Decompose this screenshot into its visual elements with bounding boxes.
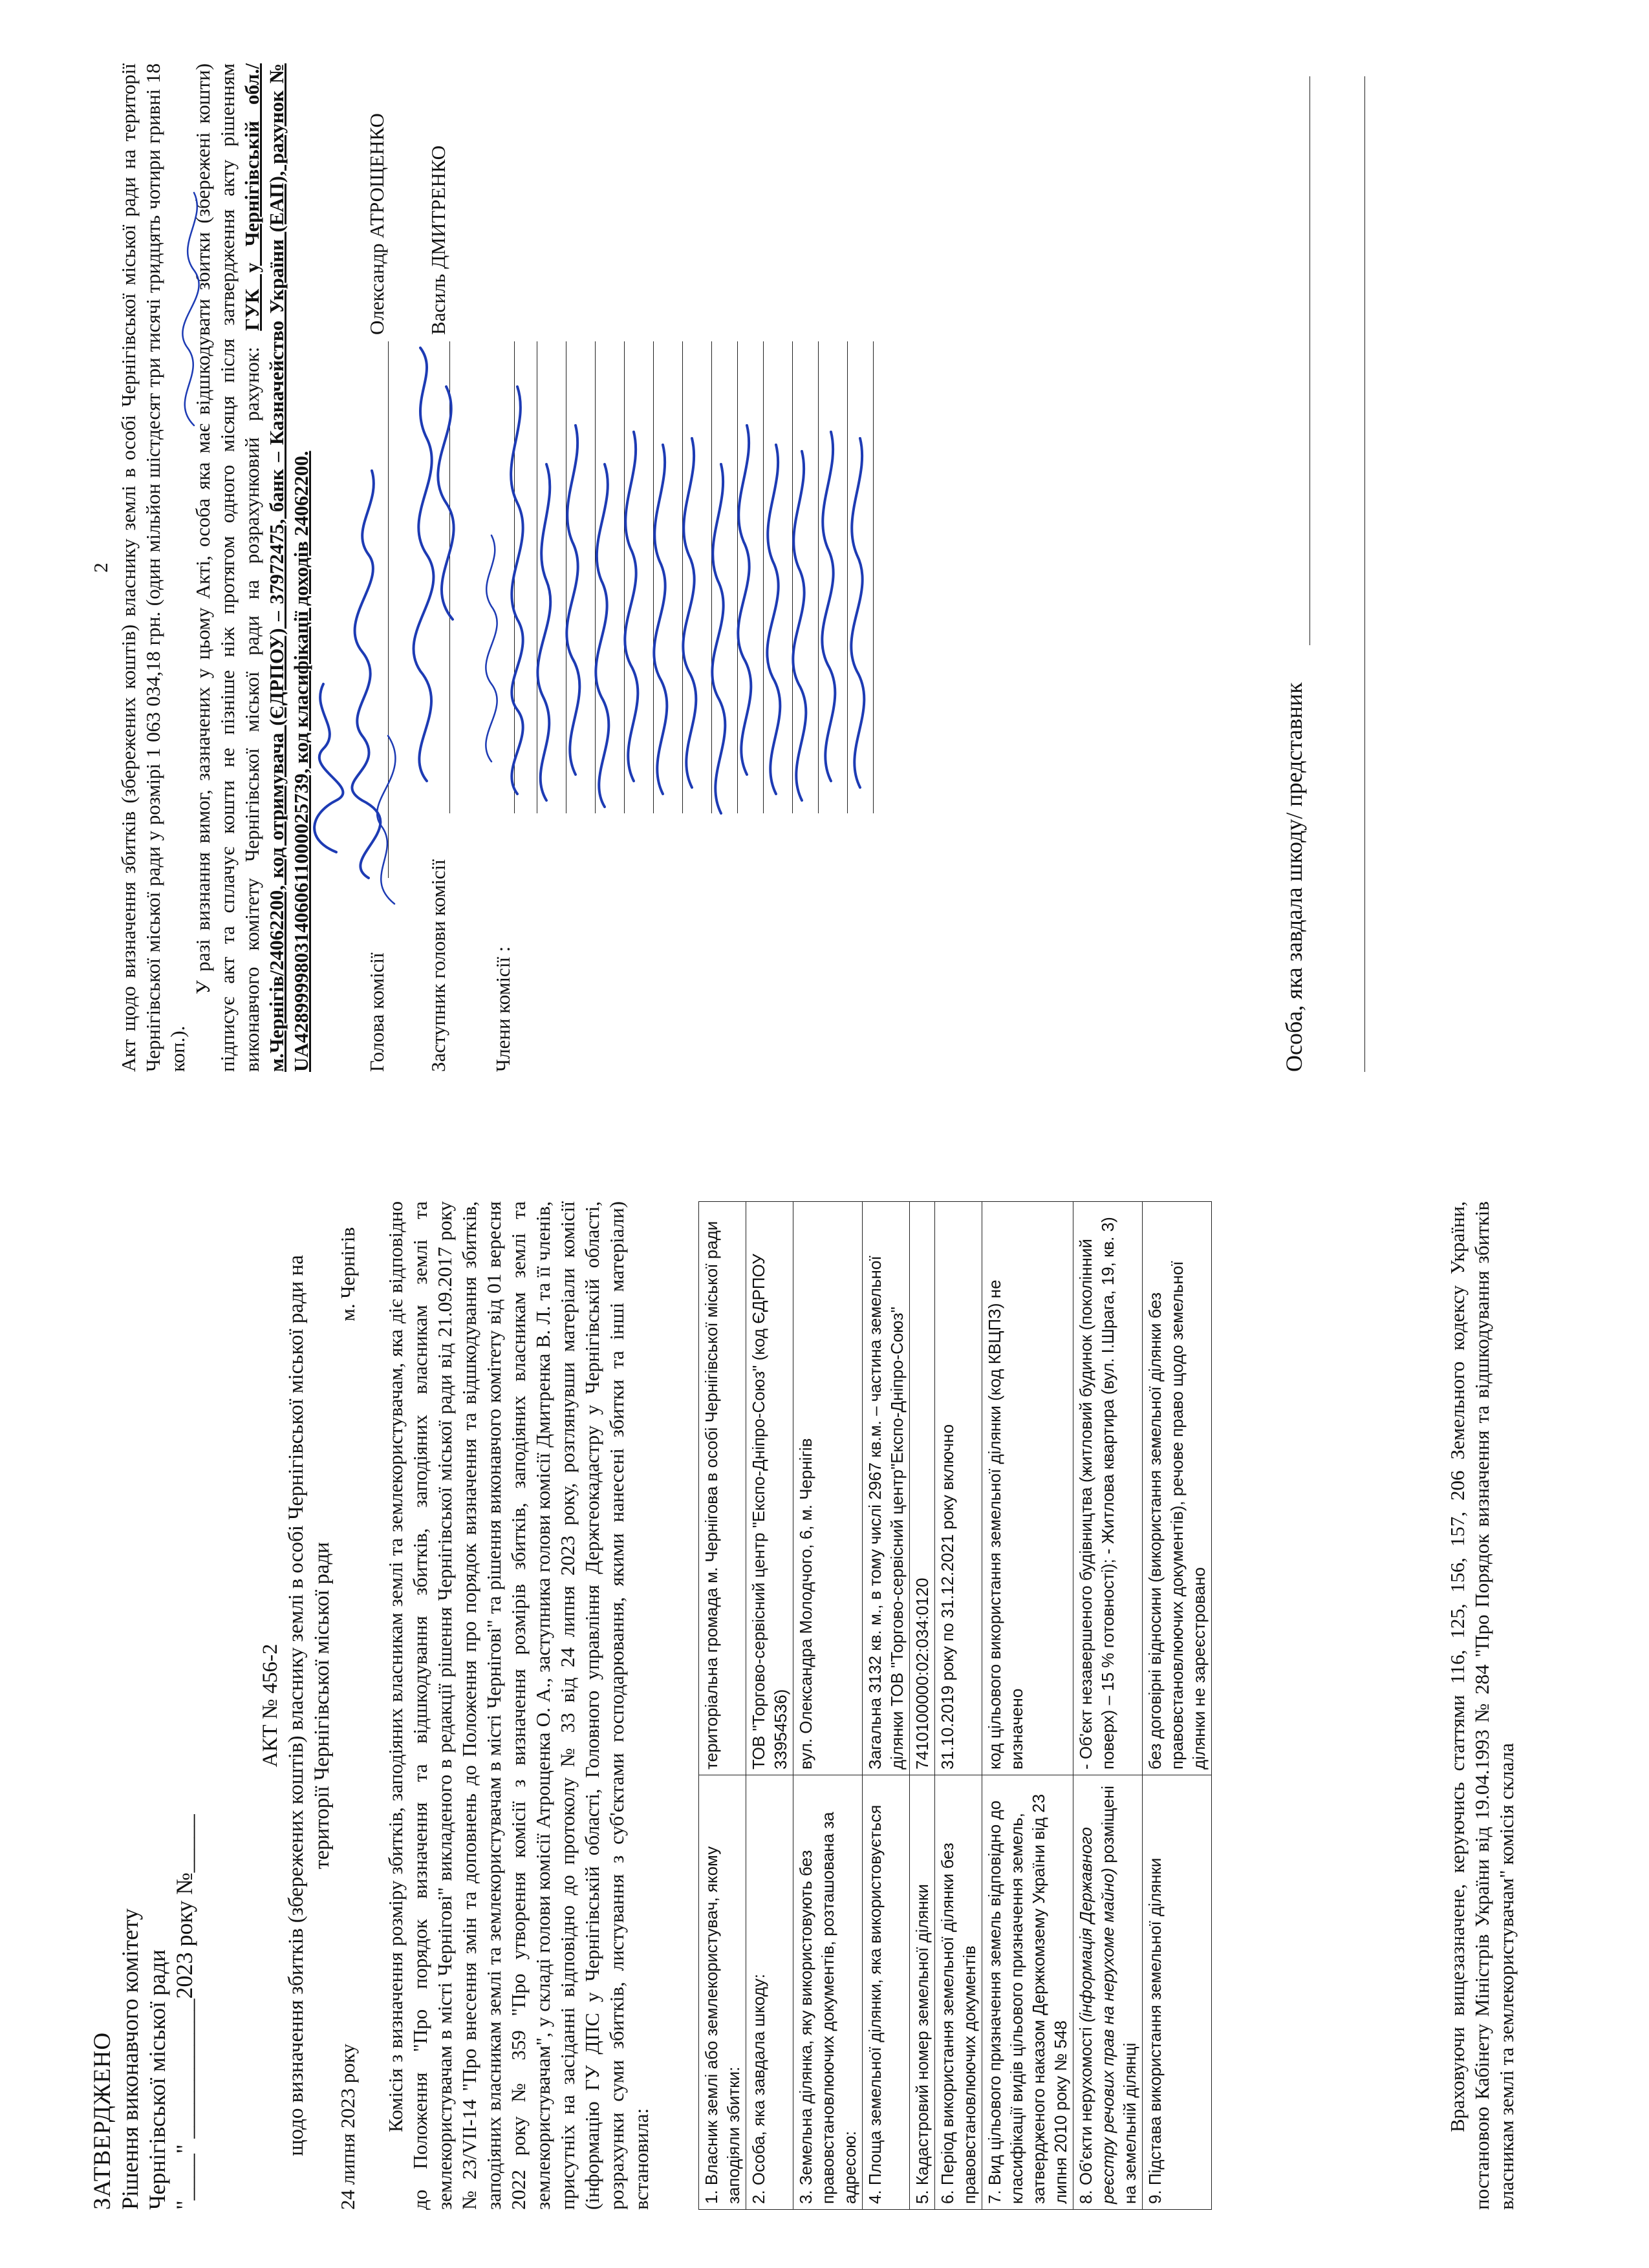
- details-table: [698, 1201, 1212, 2210]
- table-value: - Об'єкт незавершеного будівництва (житловий будинок (поколінний поверх) – 15 % готовності); - Житлова квартира (вул. І.Шрага, 19, кв. 3): [1073, 1202, 1143, 1775]
- table-row: [982, 1202, 1073, 2210]
- members-label: Члени комісії :: [491, 946, 514, 1072]
- deputy-name: Василь ДМИТРЕНКО: [427, 145, 449, 335]
- payment-text: У разі визнання вимог, зазначених у цьому Акті, особа яка має відшкодувати збитки (збережені кошти) підписує акт та сплачує кошти не пізніше ніж протягом одного місяця після затвердження акту рішенням виконавчого комітету Чернігівської міської ради на розрахунковий рахунок:: [191, 63, 263, 1072]
- table-key: 6. Період використання земельної ділянки без правовстановлюючих документів: [935, 1775, 982, 2210]
- table-key-part: 8. Об'єкти нерухомості: [1076, 2022, 1095, 2204]
- head-name: Олександр АТРОЩЕНКО: [365, 113, 388, 335]
- table-value: код цільового використання земельної ділянки (код КВЦПЗ) не визначено: [982, 1202, 1073, 1775]
- table-key: 4. Площа земельної ділянки, яка використовується: [863, 1775, 910, 2210]
- table-value: територіальна громада м. Чернігова в особі Чернігівської міської ради: [699, 1202, 746, 1775]
- handwritten-signatures: [0, 63, 970, 1072]
- act-heading: [257, 1201, 335, 2210]
- table-row: [935, 1202, 982, 2210]
- approval-line-3: "____" ____________2023 року №_____: [171, 1814, 197, 2210]
- table-value: ТОВ "Торгово-сервісний центр "Експо-Дніпро-Союз" (код ЄДРПОУ 33954536): [746, 1202, 793, 1775]
- table-key-italic: (інформація Державного реєстру речових прав на нерухоме майно): [1076, 1826, 1117, 2204]
- page-2: [0, 63, 1649, 1072]
- table-row: [910, 1202, 935, 2210]
- table-key: 1. Власник землі або землекористувач, якому заподіяли збитки:: [699, 1775, 746, 2210]
- approval-line-1: Рішення виконавчого комітету: [117, 1908, 143, 2210]
- page-number: 2: [89, 562, 112, 573]
- page-1: [0, 1201, 1649, 2210]
- table-key: [1073, 1775, 1143, 2210]
- continuation-paragraph: Акт щодо визначення збитків (збережених коштів) власнику землі в особі Чернігівської міської ради на території Чернігівської міської ради у розмірі 1 063 034,18 грн. (один мільйон шістдесят три тисячі тридцять чотири гривні 18 коп.).: [117, 63, 189, 1072]
- table-row: [793, 1202, 863, 2210]
- table-key: 3. Земельна ділянка, яку використовують без правовстановлюючих документів, розташована за адресою:: [793, 1775, 863, 2210]
- table-key: 9. Підстава використання земельної ділянки: [1143, 1775, 1212, 2210]
- intro-paragraph: Комісія з визначення розміру збитків, заподіяних власникам землі та землекористувачам, яка діє відповідно до Положення "Про порядок визначення та відшкодування збитків, заподіяних власникам землі та землекористувачам в місті Чернігові" викладеного в редакції рішення Чернігівської міської ради від 21.09.2017 року № 23/VII-14 "Про внесення змін та доповнень до Положення про порядок визначення та відшкодування збитків, заподіяних власникам землі та землекористувачам в місті Чернігові" та рішення виконавчого комітету від 01 вересня 2022 року № 359 "Про утворення комісії з визначення розмірів збитків, заподіяних власникам землі та землекористувачам", у складі голови комісії Атрощенка О. А., заступника голови комісії Дмитренка В. Л. та її членів, присутніх на засіданні відповідно до протоколу № 33 від 24 липня 2023 року, розглянувши матеріали комісії (інформацію ГУ ДПС у Чернігівській області, Головного управління Держгеокадастру у Чернігівській області, розрахунки суми збитків, листування з суб'єктами господарювання, якими нанесені збитки та інші матеріали) встановила:: [384, 1201, 652, 2210]
- table-key: 2. Особа, яка завдала шкоду:: [746, 1775, 793, 2210]
- signature-line: [1364, 76, 1365, 1072]
- table-key-part: розміщені на земельній ділянці: [1098, 1786, 1139, 2204]
- deputy-label: Заступник голови комісії: [427, 859, 449, 1072]
- table-row: [699, 1202, 746, 2210]
- table-value: вул. Олександра Молодчого, 6, м. Чернігів: [793, 1202, 863, 1775]
- act-title: АКТ № 456-2: [259, 1643, 282, 1768]
- table-key: 7. Вид цільового призначення земель відповідно до класифікації видів цільового призначення земель, затвердженого наказом Держкомзему України від 23 липня 2010 року № 548: [982, 1775, 1073, 2210]
- act-city: м. Чернігів: [336, 1227, 359, 1321]
- payment-account: ГУК у Чернігівській обл./м.Чернігів/24062200, код отримувача (ЄДРПОУ) – 37972475, банк – Казначейство України (ЕАП), рахунок № UA428999980314060611000025739, код класифікації доходів 24062200.: [241, 63, 312, 1072]
- approval-line-2: Чернігівської міської ради: [144, 1949, 170, 2210]
- table-value: без договірні відносини (використання земельної ділянки без правовстановлюючих документів), речове право щодо земельної ділянки не зареєстровано: [1143, 1202, 1212, 1775]
- approval-block: [89, 1744, 198, 2210]
- table-value: 7410100000:02:034:0120: [910, 1202, 935, 1775]
- table-value: Загальна 3132 кв. м., в тому числі 2967 кв.м. – частина земельної ділянки ТОВ "Торгово-сервісний центр"Експо-Дніпро-Союз": [863, 1202, 910, 1775]
- table-row: [863, 1202, 910, 2210]
- date-row: [336, 1201, 360, 2210]
- head-label: Голова комісії: [365, 952, 388, 1072]
- approved-heading: ЗАТВЕРДЖЕНО: [89, 2031, 116, 2210]
- outro-paragraph: Враховуючи вищезазначене, керуючись статтями 116, 125, 156, 157, 206 Земельного кодексу України, постановою Кабінету Міністрів України від 19.04.1993 № 284 "Про Порядок визначення та відшкодування збитків власникам землі та землекористувачам" комісія склала: [1446, 1201, 1518, 2210]
- table-value: 31.10.2019 року по 31.12.2021 року включно: [935, 1202, 982, 1775]
- act-date: 24 липня 2023 року: [336, 2044, 359, 2210]
- table-key: 5. Кадастровий номер земельної ділянки: [910, 1775, 935, 2210]
- table-row: [1143, 1202, 1212, 2210]
- table-row: [1073, 1202, 1143, 2210]
- act-subtitle: щодо визначення збитків (збережених коштів) власнику землі в особі Чернігівської міської ради на території Чернігівської міської ради: [285, 1255, 334, 2156]
- table-row: [746, 1202, 793, 2210]
- person-label: Особа, яка завдала шкоду/ представник: [1281, 682, 1307, 1072]
